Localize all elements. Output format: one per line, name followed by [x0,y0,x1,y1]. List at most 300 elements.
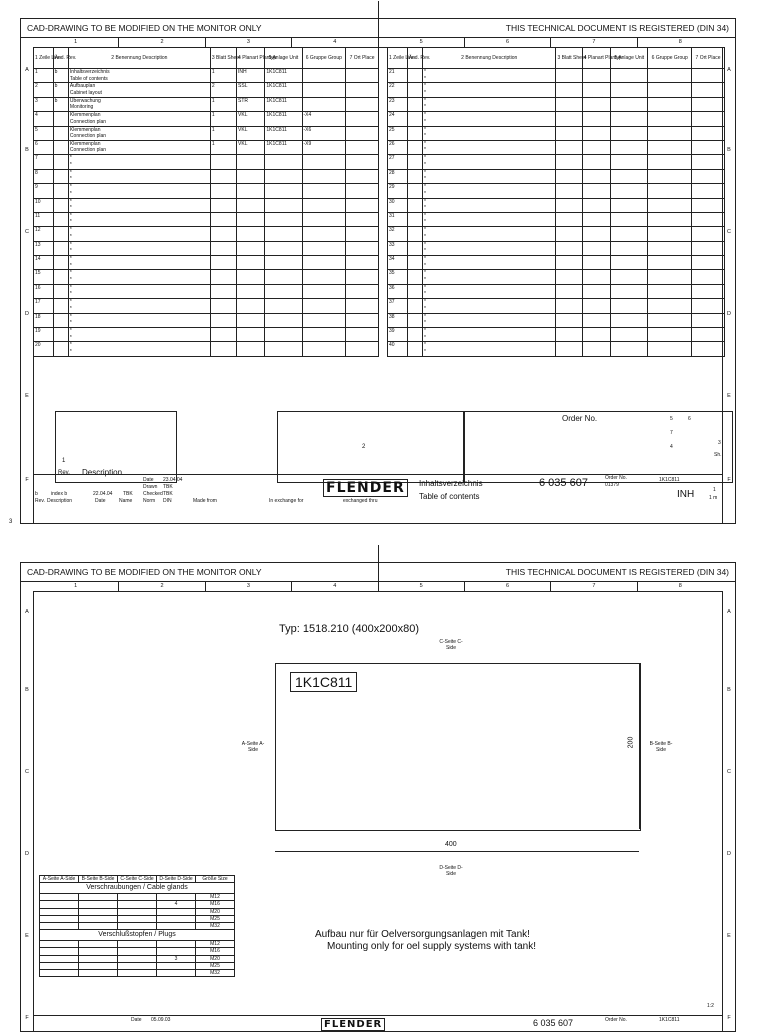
order-no-label-small: Order No. [605,1017,627,1023]
empty-cell [556,155,582,169]
table-row [388,184,725,198]
empty-cell [611,126,648,140]
empty-cell [648,169,692,183]
description-en: Cabinet layout [69,89,102,96]
empty-cell [648,256,692,270]
col-header-sheet: 3 Blatt Sheet [556,48,582,69]
description-en: * [424,89,426,96]
row-index: C [727,769,731,775]
group-cell [302,241,346,255]
empty-cell [648,83,692,97]
description-de: * [424,155,426,162]
page-number: 3 [9,519,13,525]
sheet-header [21,19,735,38]
description-en: * [424,205,426,212]
plantyp-cell: VKL [237,112,265,126]
page-ref: 1:2 [707,1003,714,1009]
size-cell: M20 [196,955,235,962]
plugs-title: Verschlußstopfen / Plugs [40,930,235,941]
description-de: * [424,299,426,306]
description-cell [68,284,210,298]
description-de: * [424,69,426,75]
column-index: 4 [292,581,378,591]
col-header-place: 7 Ort Place [346,48,379,69]
empty-cell [648,241,692,255]
description-en: * [424,305,426,312]
line-cell: 6 [34,140,54,154]
contents-table-right [387,47,725,357]
line-cell: 39 [388,328,408,342]
unit-cell [265,342,302,356]
group-cell: -X9 [302,140,346,154]
unit-code: 1K1C811 [659,1017,680,1023]
column-index: 2 [119,581,205,591]
empty-cell [582,342,610,356]
exchanged-thru-label: exchanged thru [343,498,378,504]
plantyp-cell: SSL [237,83,265,97]
empty-cell [648,69,692,83]
rev-cell [407,169,422,183]
col-header-rev: Änd. Rev. [407,48,422,69]
empty-cell [582,83,610,97]
rev-cell [53,198,68,212]
empty-cell [648,198,692,212]
empty-cell [582,299,610,313]
empty-cell [692,83,725,97]
empty-cell [556,112,582,126]
empty-cell [582,313,610,327]
col-header-plantyp: 4 Planart Plantyp [237,48,265,69]
empty-cell [611,256,648,270]
empty-cell [556,83,582,97]
description-de: Klemmenplan [69,126,101,133]
description-cell [423,212,556,226]
empty-cell [582,155,610,169]
description-de: Klemmenplan [69,140,101,147]
gland-col-header: Größe Size [196,876,235,883]
description-de: * [424,169,426,176]
header-left-notice: CAD-DRAWING TO BE MODIFIED ON THE MONITOR ONLY [27,567,262,577]
rev-cell [53,256,68,270]
empty-cell [648,155,692,169]
header-left-notice: CAD-DRAWING TO BE MODIFIED ON THE MONITOR ONLY [27,23,262,33]
empty-cell [648,342,692,356]
description-cell [68,69,210,83]
description-en: * [424,219,426,226]
date-col-label: Date [95,498,106,504]
description-cell [423,140,556,154]
empty-cell [582,112,610,126]
rev-cell [407,342,422,356]
plantyp-cell: VKL [237,140,265,154]
empty-cell [648,328,692,342]
gland-count: 4 [157,901,196,908]
row-index: F [25,477,29,483]
row-index: E [727,933,731,939]
sheet-cell: 2 [210,83,236,97]
unit-cell [265,328,302,342]
empty-cell [648,97,692,111]
description-cell [423,313,556,327]
table-row [388,97,725,111]
size-cell: M25 [196,915,235,922]
empty-cell [556,328,582,342]
empty-cell [692,256,725,270]
empty-cell [648,270,692,284]
row-index: C [25,769,29,775]
rev-cell [407,126,422,140]
height-dimension-line [639,663,640,829]
sheet-of: 1 m [709,495,718,501]
a-side-label: A-Seite A-Side [241,741,265,753]
rev-cell [53,227,68,241]
document-number: 6 035 607 [539,477,588,489]
empty-cell [582,256,610,270]
description-cell [423,198,556,212]
size-cell: M25 [196,962,235,969]
description-en: * [69,348,72,355]
line-cell: 16 [34,284,54,298]
description-cell [68,256,210,270]
description-en: * [424,262,426,269]
revision-letter: b [35,491,38,497]
description-en: * [424,133,426,140]
table-row [34,112,379,126]
gland-plug-table [39,875,235,977]
column-index: 7 [551,581,637,591]
description-cell [68,169,210,183]
empty-cell [556,256,582,270]
description-en: * [424,147,426,154]
unit-cell [265,227,302,241]
group-cell [302,284,346,298]
table-row [34,241,379,255]
description-en: * [69,334,72,341]
description-en: * [424,248,426,255]
empty-cell [556,270,582,284]
description-de: * [424,140,426,147]
description-cell [423,83,556,97]
order-mark: 5 [670,416,673,422]
rev-cell [53,184,68,198]
order-mark: 6 [688,416,691,422]
order-mark: 7 [670,430,673,436]
description-cell [68,313,210,327]
group-cell [302,155,346,169]
left-row-margin [21,591,34,1031]
c-side-label: C-Seite C-Side [439,639,463,651]
empty-cell [611,299,648,313]
empty-cell [692,313,725,327]
order-number: 01379 [605,482,619,488]
line-cell: 9 [34,184,54,198]
rev-label: Rev. [58,470,70,476]
description-en: * [69,205,72,212]
empty-cell [611,97,648,111]
line-cell: 18 [34,313,54,327]
description-cell [68,140,210,154]
description-de: * [424,184,426,191]
plantyp-cell [237,212,265,226]
table-row [34,97,379,111]
rev-cell [407,198,422,212]
order-no-label: Order No. [562,414,598,423]
line-cell: 32 [388,227,408,241]
line-cell: 11 [34,212,54,226]
description-de: * [424,97,426,104]
row-index: D [727,311,731,317]
description-de: * [424,284,426,291]
unit-cell [265,313,302,327]
description-de: * [424,256,426,263]
description-de: * [69,212,72,219]
sheet-cell [210,328,236,342]
unit-cell [265,256,302,270]
unit-cell: 1K1C811 [265,69,302,83]
column-index: 1 [33,37,119,47]
description-en: * [424,190,426,197]
rev-col-label: Rev. [35,498,45,504]
plantyp-cell [237,227,265,241]
empty-cell [556,169,582,183]
col-header-description: 2 Benennung Description [423,48,556,69]
description-cell [423,328,556,342]
table-row [388,241,725,255]
plantyp-code: INH [677,489,695,500]
description-cell [68,241,210,255]
column-index: 5 [379,37,465,47]
description-de: * [69,227,72,234]
group-cell [302,313,346,327]
d-side-label: D-Seite D-Side [439,865,463,877]
table-row [34,299,379,313]
line-cell: 8 [34,169,54,183]
sheet-cell [210,212,236,226]
row-index: E [25,933,29,939]
norm-label: Norm [143,498,156,504]
description-de: * [424,212,426,219]
line-cell: 20 [34,342,54,356]
line-cell: 14 [34,256,54,270]
order-sheet-label: Sh. [714,452,722,458]
empty-cell [582,284,610,298]
date-label: Date [131,1017,142,1023]
rev-cell [407,97,422,111]
description-cell [68,299,210,313]
col-header-rev: Änd. Rev. [53,48,68,69]
empty-cell [611,155,648,169]
table-row [388,328,725,342]
empty-cell [582,270,610,284]
title-block-partial [33,1015,723,1028]
empty-cell [556,241,582,255]
desc-col-label: Description [47,498,73,504]
sheet-cell [210,342,236,356]
row-index: B [25,147,29,153]
table-row [388,169,725,183]
row-index: C [25,229,29,235]
description-de: * [69,169,72,176]
place-cell [346,299,379,313]
empty-cell [611,227,648,241]
description-en: * [424,118,426,125]
description-en: Connection plan [69,118,107,125]
unit-cell: 1K1C811 [265,140,302,154]
description-de: * [424,126,426,133]
line-cell: 15 [34,270,54,284]
table-row [34,198,379,212]
table-row [388,270,725,284]
description-en: * [424,291,426,298]
description-cell [423,97,556,111]
column-index: 2 [119,37,205,47]
description-en: * [424,233,426,240]
doc-title-de: Inhaltsverzeichnis [419,479,483,488]
description-de: Überwachung [69,97,101,104]
line-cell: 27 [388,155,408,169]
size-cell: M12 [196,941,235,948]
row-index: A [727,67,731,73]
checked-label: Checked [143,491,163,497]
header-right-notice: THIS TECHNICAL DOCUMENT IS REGISTERED (DIN 34) [505,567,729,577]
table-row [388,69,725,83]
table-row [388,140,725,154]
unit-cell: 1K1C811 [265,126,302,140]
empty-cell [648,112,692,126]
place-cell [346,212,379,226]
table-row [34,270,379,284]
rev-cell [53,284,68,298]
group-cell: -X6 [302,126,346,140]
rev-cell: b [53,97,68,111]
description-cell [68,270,210,284]
line-cell: 5 [34,126,54,140]
empty-cell [648,184,692,198]
rev-cell [407,227,422,241]
empty-cell [582,328,610,342]
gland-col-header: A-Seite A-Side [40,876,79,883]
description-de: * [424,198,426,205]
empty-cell [556,184,582,198]
table-row [34,227,379,241]
row-index: E [727,393,731,399]
line-cell: 35 [388,270,408,284]
sheet-cell [210,284,236,298]
description-cell [68,212,210,226]
empty-cell [582,198,610,212]
index-label: index b [51,491,68,497]
rev-cell [53,212,68,226]
empty-cell [582,169,610,183]
group-cell [302,198,346,212]
index-by: TBK [123,491,133,497]
description-cell [68,112,210,126]
mounting-note-en: Mounting only for oel supply systems with tank! [327,941,536,952]
empty-cell [692,299,725,313]
col-header-plantyp: 4 Planart Plantyp [582,48,610,69]
width-dimension-line [275,851,639,852]
order-mark: 3 [718,440,721,446]
empty-cell [611,112,648,126]
empty-cell [692,155,725,169]
description-de: Aufbauplan [69,83,96,90]
rev-cell [53,155,68,169]
place-cell [346,112,379,126]
description-en: * [424,75,426,82]
description-cell [68,198,210,212]
row-index: F [727,477,731,483]
description-de: * [424,328,426,335]
col-header-line: 1 Zeile Line [34,48,54,69]
description-de: * [69,155,72,162]
line-cell: 37 [388,299,408,313]
table-row [34,342,379,356]
description-de: * [424,83,426,90]
description-cell [423,112,556,126]
empty-cell [556,299,582,313]
description-cell [68,342,210,356]
drawn-value: TBK [163,484,173,490]
place-cell [346,227,379,241]
gland-col-header: C-Seite C-Side [118,876,157,883]
rev-cell [407,299,422,313]
flender-logo: FLENDER [323,479,408,497]
col-header-line: 1 Zeile Line [388,48,408,69]
height-dimension: 200 [627,736,635,749]
row-index: D [727,851,731,857]
empty-cell [556,342,582,356]
empty-cell [556,227,582,241]
empty-cell [582,184,610,198]
description-cell [68,184,210,198]
cable-glands-title: Verschraubungen / Cable glands [40,883,235,894]
size-cell: M16 [196,948,235,955]
group-cell [302,184,346,198]
line-cell: 23 [388,97,408,111]
empty-cell [692,97,725,111]
table-row [34,155,379,169]
group-cell [302,270,346,284]
rev-cell [53,270,68,284]
description-de: * [69,270,72,277]
empty-cell [611,69,648,83]
empty-cell [692,126,725,140]
table-row [34,328,379,342]
column-index: 1 [33,581,119,591]
col-header-unit: 5 Anlage Unit [265,48,302,69]
sheet-cell: 1 [210,140,236,154]
line-cell: 3 [34,97,54,111]
table-row [388,299,725,313]
rev-cell [407,140,422,154]
place-cell [346,198,379,212]
line-cell: 13 [34,241,54,255]
table-row [388,212,725,226]
empty-cell [556,140,582,154]
table-row [34,184,379,198]
place-cell [346,313,379,327]
line-cell: 4 [34,112,54,126]
plantyp-cell: STR [237,97,265,111]
line-cell: 2 [34,83,54,97]
description-cell [423,184,556,198]
description-en: * [69,190,72,197]
description-cell [423,126,556,140]
group-cell [302,342,346,356]
plantyp-cell [237,155,265,169]
contents-table-left [33,47,379,357]
empty-cell [692,328,725,342]
